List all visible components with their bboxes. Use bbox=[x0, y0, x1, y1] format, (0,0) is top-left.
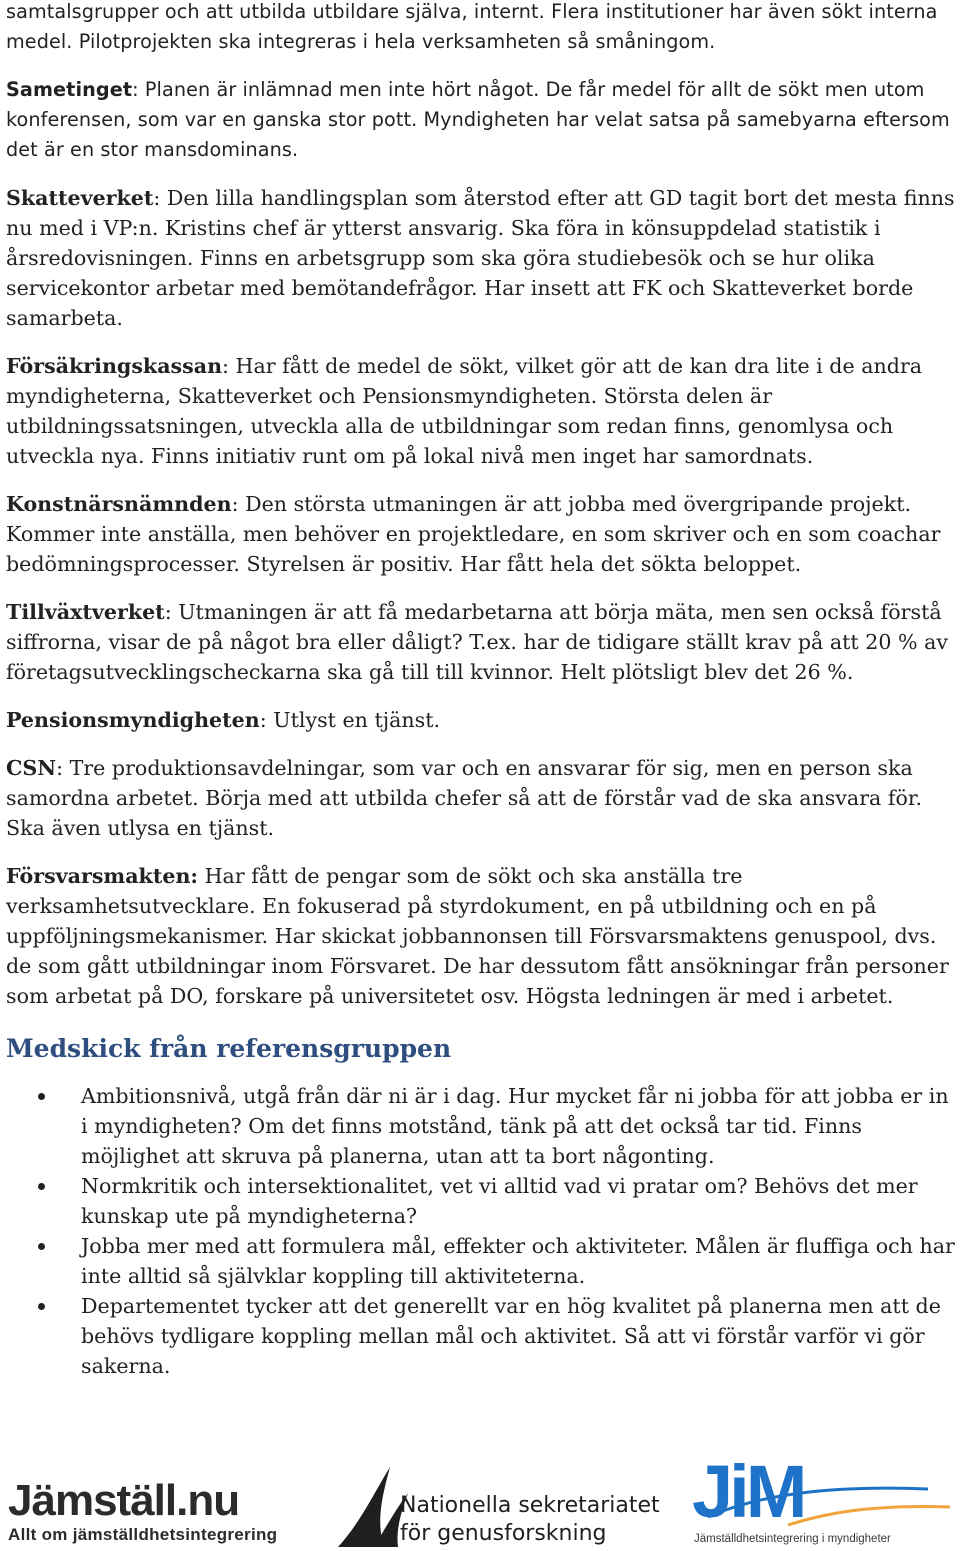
jamstall-logo-tagline: Allt om jämställdhetsintegrering bbox=[8, 1525, 278, 1544]
jamstall-logo bbox=[8, 1476, 318, 1545]
agency-label: Konstnärsnämnden bbox=[6, 492, 232, 516]
list-item-text: Normkritik och intersektionalitet, vet vi alltid vad vi pratar om? Behövs det mer kunskap ute på myndigheterna? bbox=[81, 1174, 918, 1228]
footer-logos bbox=[0, 1450, 960, 1551]
paragraph-skatteverket bbox=[6, 183, 956, 333]
nationella-sekretariatet-logo bbox=[330, 1463, 690, 1551]
paragraph-text: : Har fått de medel de sökt, vilket gör att de kan dra lite i de andra myndigheterna, Skatteverket och Pensionsmyndigheten. Största delen är utbildningssatsningen, utveckla alla de utbildningar som redan finns, genomlysa och utveckla nya. Finns initiativ runt om på lokal nivå men inget har samordnats. bbox=[6, 354, 923, 468]
agency-label: Sametinget bbox=[6, 78, 133, 101]
paragraph-text: : Tre produktionsavdelningar, som var och en ansvarar för sig, men en person ska samordna arbetet. Börja med att utbilda chefer så att de förstår vad de ska ansvara för. Ska även utlysa en tjänst. bbox=[6, 756, 923, 840]
list-item bbox=[6, 1231, 956, 1291]
paragraph-sametinget bbox=[6, 75, 956, 165]
paragraph-konstnarsnamnden bbox=[6, 489, 956, 579]
list-item bbox=[6, 1171, 956, 1231]
list-item-text: Ambitionsnivå, utgå från där ni är i dag. Hur mycket får ni jobba för att jobba er in i myndigheten? Om det finns motstånd, tänk på att det också tar tid. Finns möjlighet att skruva på planerna, utan att ta bort någonting. bbox=[81, 1084, 949, 1168]
jim-logo-name: JiM bbox=[692, 1450, 804, 1533]
list-item bbox=[6, 1291, 956, 1381]
paragraph-tillvaxtverket bbox=[6, 597, 956, 687]
ns-logo-line2: för genusforskning bbox=[400, 1521, 607, 1546]
document-page bbox=[6, 0, 956, 1378]
bullet-icon bbox=[38, 1183, 45, 1190]
ns-logo-line1: Nationella sekretariatet bbox=[400, 1493, 660, 1518]
paragraph-forsakringskassan bbox=[6, 351, 956, 471]
paragraph-text: : Utlyst en tjänst. bbox=[259, 708, 441, 732]
agency-label: Pensionsmyndigheten bbox=[6, 708, 260, 732]
list-item bbox=[6, 1081, 956, 1171]
bullet-icon bbox=[38, 1303, 45, 1310]
agency-label: Försäkringskassan bbox=[6, 354, 223, 378]
paragraph-text: : Den lilla handlingsplan som återstod efter att GD tagit bort det mesta finns nu med i VP:n. Kristins chef är ytterst ansvarig. Ska föra in könsuppdelad statistik i årsredovisningen. Finns en arbetsgrupp som ska göra studiebesök och se hur olika servicekontor arbetar med bemötandefrågor. Har insett att FK och Skatteverket borde samarbeta. bbox=[6, 186, 955, 330]
paragraph-pensionsmyndigheten bbox=[6, 705, 956, 735]
agency-label: Skatteverket bbox=[6, 186, 154, 210]
list-item-text: Jobba mer med att formulera mål, effekter och aktiviteter. Målen är fluffiga och har inte alltid så självklar koppling till aktiviteterna. bbox=[81, 1234, 955, 1288]
jamstall-logo-name: Jämställ.nu bbox=[8, 1476, 240, 1525]
paragraph-forsvarsmakten bbox=[6, 861, 956, 1011]
agency-label: Försvarsmakten: bbox=[6, 864, 199, 888]
bullet-list bbox=[6, 1081, 956, 1381]
swoosh-icon bbox=[330, 1463, 410, 1551]
agency-label: CSN bbox=[6, 756, 57, 780]
agency-label: Tillväxtverket bbox=[6, 600, 165, 624]
jim-logo bbox=[688, 1450, 960, 1551]
list-item-text: Departementet tycker att det generellt var en hög kvalitet på planerna men att de behövs tydligare koppling mellan mål och aktivitet. Så att vi förstår varför vi gör sakerna. bbox=[81, 1294, 941, 1378]
paragraph-text: : Planen är inlämnad men inte hört något. De får medel för allt de sökt men utom konferensen, som var en ganska stor pott. Myndigheten har velat satsa på samebyarna eftersom det är en stor mansdominans. bbox=[6, 78, 950, 161]
bullet-icon bbox=[38, 1093, 45, 1100]
paragraph-text: samtalsgrupper och att utbilda utbildare själva, internt. Flera institutioner har även sökt interna medel. Pilotprojekten ska integreras i hela verksamheten så småningom. bbox=[6, 0, 938, 53]
jim-logo-tagline: Jämställdhetsintegrering i myndigheter bbox=[694, 1533, 891, 1545]
jim-swirl-icon bbox=[688, 1455, 960, 1535]
bullet-icon bbox=[38, 1243, 45, 1250]
section-heading: Medskick från referensgruppen bbox=[6, 1034, 452, 1063]
paragraph-intro bbox=[6, 0, 956, 57]
paragraph-text: : Utmaningen är att få medarbetarna att börja mäta, men sen också förstå siffrorna, visar de på något bra eller dåligt? T.ex. har de tidigare ställt krav på att 20 % av företagsutvecklingscheckarna ska gå till till kvinnor. Helt plötsligt blev det 26 %. bbox=[6, 600, 949, 684]
paragraph-text: Har fått de pengar som de sökt och ska anställa tre verksamhetsutvecklare. En fokuserad på styrdokument, en på utbildning och en på uppföljningsmekanismer. Har skickat jobbannonsen till Försvarsmaktens genuspool, dvs. de som gått utbildningar inom Försvaret. De har dessutom fått ansökningar från personer som arbetat på DO, forskare på universitetet osv. Högsta ledningen är med i arbetet. bbox=[6, 864, 949, 1008]
paragraph-csn bbox=[6, 753, 956, 843]
paragraph-text: : Den största utmaningen är att jobba med övergripande projekt. Kommer inte anställa, men behöver en projektledare, en som skriver och en som coachar bedömningsprocesser. Styrelsen är positiv. Har fått hela det sökta beloppet. bbox=[6, 492, 941, 576]
